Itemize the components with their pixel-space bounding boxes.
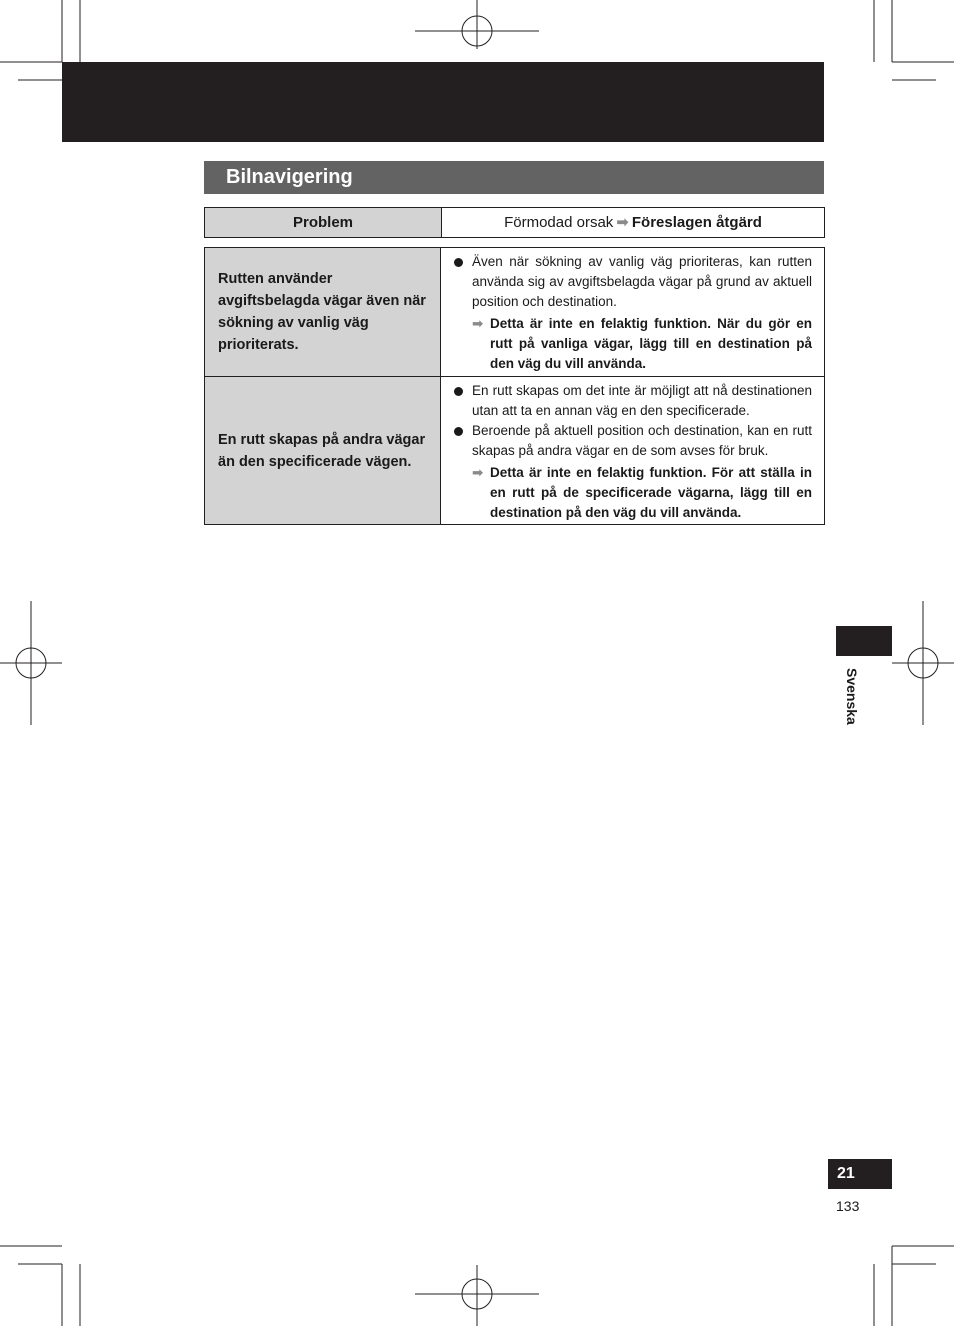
table-row: [205, 248, 824, 376]
page-number: 133: [836, 1198, 860, 1214]
cause-cell: [441, 248, 824, 376]
action-item: [453, 463, 812, 523]
arrow-right-icon: ➡: [472, 465, 484, 480]
table-header: [204, 207, 825, 238]
arrow-right-icon: ➡: [616, 214, 629, 231]
table-row: [205, 376, 824, 524]
cause-item: Även när sökning av vanlig väg prioriteras, kan rutten använda sig av avgiftsbelagda vägar på grund av aktuell position och destination.: [453, 252, 812, 312]
header-problem: Problem: [205, 208, 442, 237]
problem-text: Rutten använder avgiftsbelagda vägar även när sökning av vanlig väg prioriterats.: [218, 271, 426, 353]
cause-cell: [441, 377, 824, 524]
cause-item: En rutt skapas om det inte är möjligt att nå destinationen utan att ta en annan väg en den specificerade.: [453, 381, 812, 421]
troubleshooting-table: [204, 247, 825, 525]
language-tab-marker: [836, 626, 892, 656]
header-band: [62, 62, 824, 142]
problem-text: En rutt skapas på andra vägar än den specificerade vägen.: [218, 431, 426, 470]
header-action: Föreslagen åtgärd: [631, 214, 762, 231]
problem-cell: [205, 248, 441, 376]
chapter-number: 21: [828, 1159, 892, 1189]
action-text: Detta är inte en felaktig funktion. För att ställa in en rutt på de specificerade vägarna, lägg till en destination på den väg du vill använda.: [490, 465, 812, 520]
action-text: Detta är inte en felaktig funktion. När du gör en rutt på vanliga vägar, lägg till en destination på den väg du vill använda.: [490, 316, 812, 371]
language-tab-label: Svenska: [844, 668, 860, 725]
action-item: [453, 314, 812, 374]
header-cause: Förmodad orsak: [504, 214, 614, 231]
cause-item: Beroende på aktuell position och destination, kan en rutt skapas på andra vägar en de som avses för bruk.: [453, 421, 812, 461]
arrow-right-icon: ➡: [472, 316, 484, 331]
section-title: Bilnavigering: [204, 161, 824, 194]
header-cause-action: [442, 208, 824, 237]
problem-cell: [205, 377, 441, 524]
